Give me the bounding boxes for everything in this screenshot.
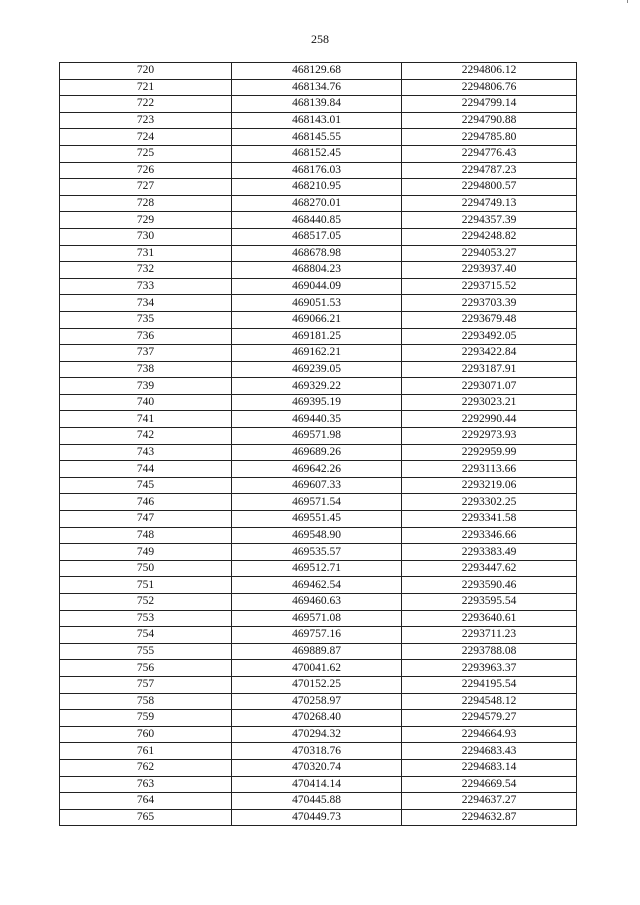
table-row: [60, 660, 577, 677]
y-coordinate-cell: 2292973.93: [402, 428, 577, 445]
point-number-cell: 725: [60, 145, 232, 162]
table-row: [60, 809, 577, 826]
point-number-cell: 765: [60, 809, 232, 826]
x-coordinate-cell: 468517.05: [232, 228, 402, 245]
point-number-cell: 755: [60, 643, 232, 660]
point-number-cell: 749: [60, 544, 232, 561]
point-number-cell: 731: [60, 245, 232, 262]
table-row: [60, 311, 577, 328]
x-coordinate-cell: 470449.73: [232, 809, 402, 826]
y-coordinate-cell: 2294785.80: [402, 129, 577, 146]
y-coordinate-cell: 2293590.46: [402, 577, 577, 594]
table-row: [60, 63, 577, 80]
point-number-cell: 758: [60, 693, 232, 710]
point-number-cell: 720: [60, 63, 232, 80]
y-coordinate-cell: 2294579.27: [402, 710, 577, 727]
table-row: [60, 262, 577, 279]
table-row: [60, 428, 577, 445]
y-coordinate-cell: 2294664.93: [402, 726, 577, 743]
x-coordinate-cell: 469571.98: [232, 428, 402, 445]
y-coordinate-cell: 2294632.87: [402, 809, 577, 826]
table-row: [60, 345, 577, 362]
point-number-cell: 733: [60, 278, 232, 295]
point-number-cell: 738: [60, 361, 232, 378]
y-coordinate-cell: 2293640.61: [402, 610, 577, 627]
y-coordinate-cell: 2294683.14: [402, 759, 577, 776]
y-coordinate-cell: 2293937.40: [402, 262, 577, 279]
y-coordinate-cell: 2294248.82: [402, 228, 577, 245]
table-row: [60, 444, 577, 461]
x-coordinate-cell: 469535.57: [232, 544, 402, 561]
y-coordinate-cell: 2293703.39: [402, 295, 577, 312]
point-number-cell: 753: [60, 610, 232, 627]
table-row: [60, 676, 577, 693]
x-coordinate-cell: 470445.88: [232, 793, 402, 810]
y-coordinate-cell: 2293788.08: [402, 643, 577, 660]
y-coordinate-cell: 2293302.25: [402, 494, 577, 511]
y-coordinate-cell: 2293492.05: [402, 328, 577, 345]
x-coordinate-cell: 469329.22: [232, 378, 402, 395]
table-row: [60, 212, 577, 229]
x-coordinate-cell: 470320.74: [232, 759, 402, 776]
x-coordinate-cell: 469607.33: [232, 477, 402, 494]
x-coordinate-cell: 468210.95: [232, 179, 402, 196]
x-coordinate-cell: 469689.26: [232, 444, 402, 461]
table-row: [60, 96, 577, 113]
point-number-cell: 721: [60, 79, 232, 96]
point-number-cell: 752: [60, 594, 232, 611]
table-row: [60, 195, 577, 212]
point-number-cell: 745: [60, 477, 232, 494]
point-number-cell: 764: [60, 793, 232, 810]
y-coordinate-cell: 2294806.76: [402, 79, 577, 96]
table-row: [60, 179, 577, 196]
table-row: [60, 710, 577, 727]
table-row: [60, 145, 577, 162]
table-row: [60, 461, 577, 478]
y-coordinate-cell: 2293346.66: [402, 527, 577, 544]
x-coordinate-cell: 469162.21: [232, 345, 402, 362]
x-coordinate-cell: 469181.25: [232, 328, 402, 345]
x-coordinate-cell: 469642.26: [232, 461, 402, 478]
x-coordinate-cell: 469548.90: [232, 527, 402, 544]
y-coordinate-cell: 2293963.37: [402, 660, 577, 677]
point-number-cell: 760: [60, 726, 232, 743]
y-coordinate-cell: 2294637.27: [402, 793, 577, 810]
point-number-cell: 754: [60, 627, 232, 644]
x-coordinate-cell: 468152.45: [232, 145, 402, 162]
table-row: [60, 112, 577, 129]
table-row: [60, 162, 577, 179]
point-number-cell: 742: [60, 428, 232, 445]
y-coordinate-cell: 2294669.54: [402, 776, 577, 793]
x-coordinate-cell: 469757.16: [232, 627, 402, 644]
table-row: [60, 394, 577, 411]
y-coordinate-cell: 2293715.52: [402, 278, 577, 295]
table-row: [60, 793, 577, 810]
table-row: [60, 79, 577, 96]
point-number-cell: 763: [60, 776, 232, 793]
y-coordinate-cell: 2293023.21: [402, 394, 577, 411]
y-coordinate-cell: 2293595.54: [402, 594, 577, 611]
x-coordinate-cell: 469066.21: [232, 311, 402, 328]
table-row: [60, 693, 577, 710]
x-coordinate-cell: 469395.19: [232, 394, 402, 411]
point-number-cell: 726: [60, 162, 232, 179]
table-row: [60, 295, 577, 312]
table-row: [60, 776, 577, 793]
point-number-cell: 756: [60, 660, 232, 677]
table-row: [60, 328, 577, 345]
y-coordinate-cell: 2294357.39: [402, 212, 577, 229]
y-coordinate-cell: 2293071.07: [402, 378, 577, 395]
table-row: [60, 643, 577, 660]
point-number-cell: 741: [60, 411, 232, 428]
y-coordinate-cell: 2294799.14: [402, 96, 577, 113]
table-row: [60, 245, 577, 262]
point-number-cell: 729: [60, 212, 232, 229]
coordinates-table: [59, 62, 577, 826]
point-number-cell: 734: [60, 295, 232, 312]
table-row: [60, 411, 577, 428]
point-number-cell: 722: [60, 96, 232, 113]
x-coordinate-cell: 470318.76: [232, 743, 402, 760]
x-coordinate-cell: 468176.03: [232, 162, 402, 179]
table-row: [60, 594, 577, 611]
point-number-cell: 723: [60, 112, 232, 129]
table-row: [60, 494, 577, 511]
scan-edge-mark: [627, 0, 628, 3]
table-row: [60, 477, 577, 494]
page-number: 258: [311, 32, 329, 46]
x-coordinate-cell: 468145.55: [232, 129, 402, 146]
table-row: [60, 577, 577, 594]
table-row: [60, 278, 577, 295]
point-number-cell: 751: [60, 577, 232, 594]
y-coordinate-cell: 2294800.57: [402, 179, 577, 196]
y-coordinate-cell: 2294053.27: [402, 245, 577, 262]
x-coordinate-cell: 469571.08: [232, 610, 402, 627]
y-coordinate-cell: 2294195.54: [402, 676, 577, 693]
table-row: [60, 527, 577, 544]
x-coordinate-cell: 470414.14: [232, 776, 402, 793]
y-coordinate-cell: 2293383.49: [402, 544, 577, 561]
x-coordinate-cell: 469551.45: [232, 511, 402, 528]
x-coordinate-cell: 470294.32: [232, 726, 402, 743]
point-number-cell: 730: [60, 228, 232, 245]
table-row: [60, 378, 577, 395]
point-number-cell: 757: [60, 676, 232, 693]
y-coordinate-cell: 2294776.43: [402, 145, 577, 162]
point-number-cell: 750: [60, 560, 232, 577]
point-number-cell: 744: [60, 461, 232, 478]
point-number-cell: 724: [60, 129, 232, 146]
table-row: [60, 726, 577, 743]
table-row: [60, 129, 577, 146]
table-row: [60, 511, 577, 528]
x-coordinate-cell: 468143.01: [232, 112, 402, 129]
point-number-cell: 740: [60, 394, 232, 411]
y-coordinate-cell: 2293447.62: [402, 560, 577, 577]
point-number-cell: 737: [60, 345, 232, 362]
x-coordinate-cell: 470152.25: [232, 676, 402, 693]
table-row: [60, 743, 577, 760]
y-coordinate-cell: 2294787.23: [402, 162, 577, 179]
x-coordinate-cell: 469462.54: [232, 577, 402, 594]
x-coordinate-cell: 469571.54: [232, 494, 402, 511]
x-coordinate-cell: 468134.76: [232, 79, 402, 96]
x-coordinate-cell: 469889.87: [232, 643, 402, 660]
x-coordinate-cell: 470268.40: [232, 710, 402, 727]
x-coordinate-cell: 468139.84: [232, 96, 402, 113]
point-number-cell: 747: [60, 511, 232, 528]
y-coordinate-cell: 2293113.66: [402, 461, 577, 478]
point-number-cell: 762: [60, 759, 232, 776]
x-coordinate-cell: 469239.05: [232, 361, 402, 378]
y-coordinate-cell: 2294683.43: [402, 743, 577, 760]
y-coordinate-cell: 2294548.12: [402, 693, 577, 710]
y-coordinate-cell: 2293187.91: [402, 361, 577, 378]
y-coordinate-cell: 2292990.44: [402, 411, 577, 428]
table-row: [60, 759, 577, 776]
y-coordinate-cell: 2294806.12: [402, 63, 577, 80]
x-coordinate-cell: 468804.23: [232, 262, 402, 279]
table-row: [60, 610, 577, 627]
x-coordinate-cell: 468678.98: [232, 245, 402, 262]
point-number-cell: 743: [60, 444, 232, 461]
x-coordinate-cell: 469512.71: [232, 560, 402, 577]
x-coordinate-cell: 470041.62: [232, 660, 402, 677]
point-number-cell: 739: [60, 378, 232, 395]
point-number-cell: 732: [60, 262, 232, 279]
y-coordinate-cell: 2293219.06: [402, 477, 577, 494]
y-coordinate-cell: 2292959.99: [402, 444, 577, 461]
point-number-cell: 727: [60, 179, 232, 196]
y-coordinate-cell: 2294790.88: [402, 112, 577, 129]
point-number-cell: 759: [60, 710, 232, 727]
x-coordinate-cell: 468440.85: [232, 212, 402, 229]
table-row: [60, 228, 577, 245]
y-coordinate-cell: 2293679.48: [402, 311, 577, 328]
point-number-cell: 761: [60, 743, 232, 760]
x-coordinate-cell: 469044.09: [232, 278, 402, 295]
x-coordinate-cell: 468129.68: [232, 63, 402, 80]
point-number-cell: 746: [60, 494, 232, 511]
point-number-cell: 736: [60, 328, 232, 345]
point-number-cell: 748: [60, 527, 232, 544]
point-number-cell: 728: [60, 195, 232, 212]
x-coordinate-cell: 468270.01: [232, 195, 402, 212]
table-row: [60, 361, 577, 378]
x-coordinate-cell: 469460.63: [232, 594, 402, 611]
point-number-cell: 735: [60, 311, 232, 328]
table-row: [60, 560, 577, 577]
y-coordinate-cell: 2293341.58: [402, 511, 577, 528]
table-row: [60, 627, 577, 644]
y-coordinate-cell: 2294749.13: [402, 195, 577, 212]
y-coordinate-cell: 2293711.23: [402, 627, 577, 644]
y-coordinate-cell: 2293422.84: [402, 345, 577, 362]
table-row: [60, 544, 577, 561]
x-coordinate-cell: 469440.35: [232, 411, 402, 428]
coordinates-table-body: [60, 63, 577, 826]
x-coordinate-cell: 470258.97: [232, 693, 402, 710]
x-coordinate-cell: 469051.53: [232, 295, 402, 312]
